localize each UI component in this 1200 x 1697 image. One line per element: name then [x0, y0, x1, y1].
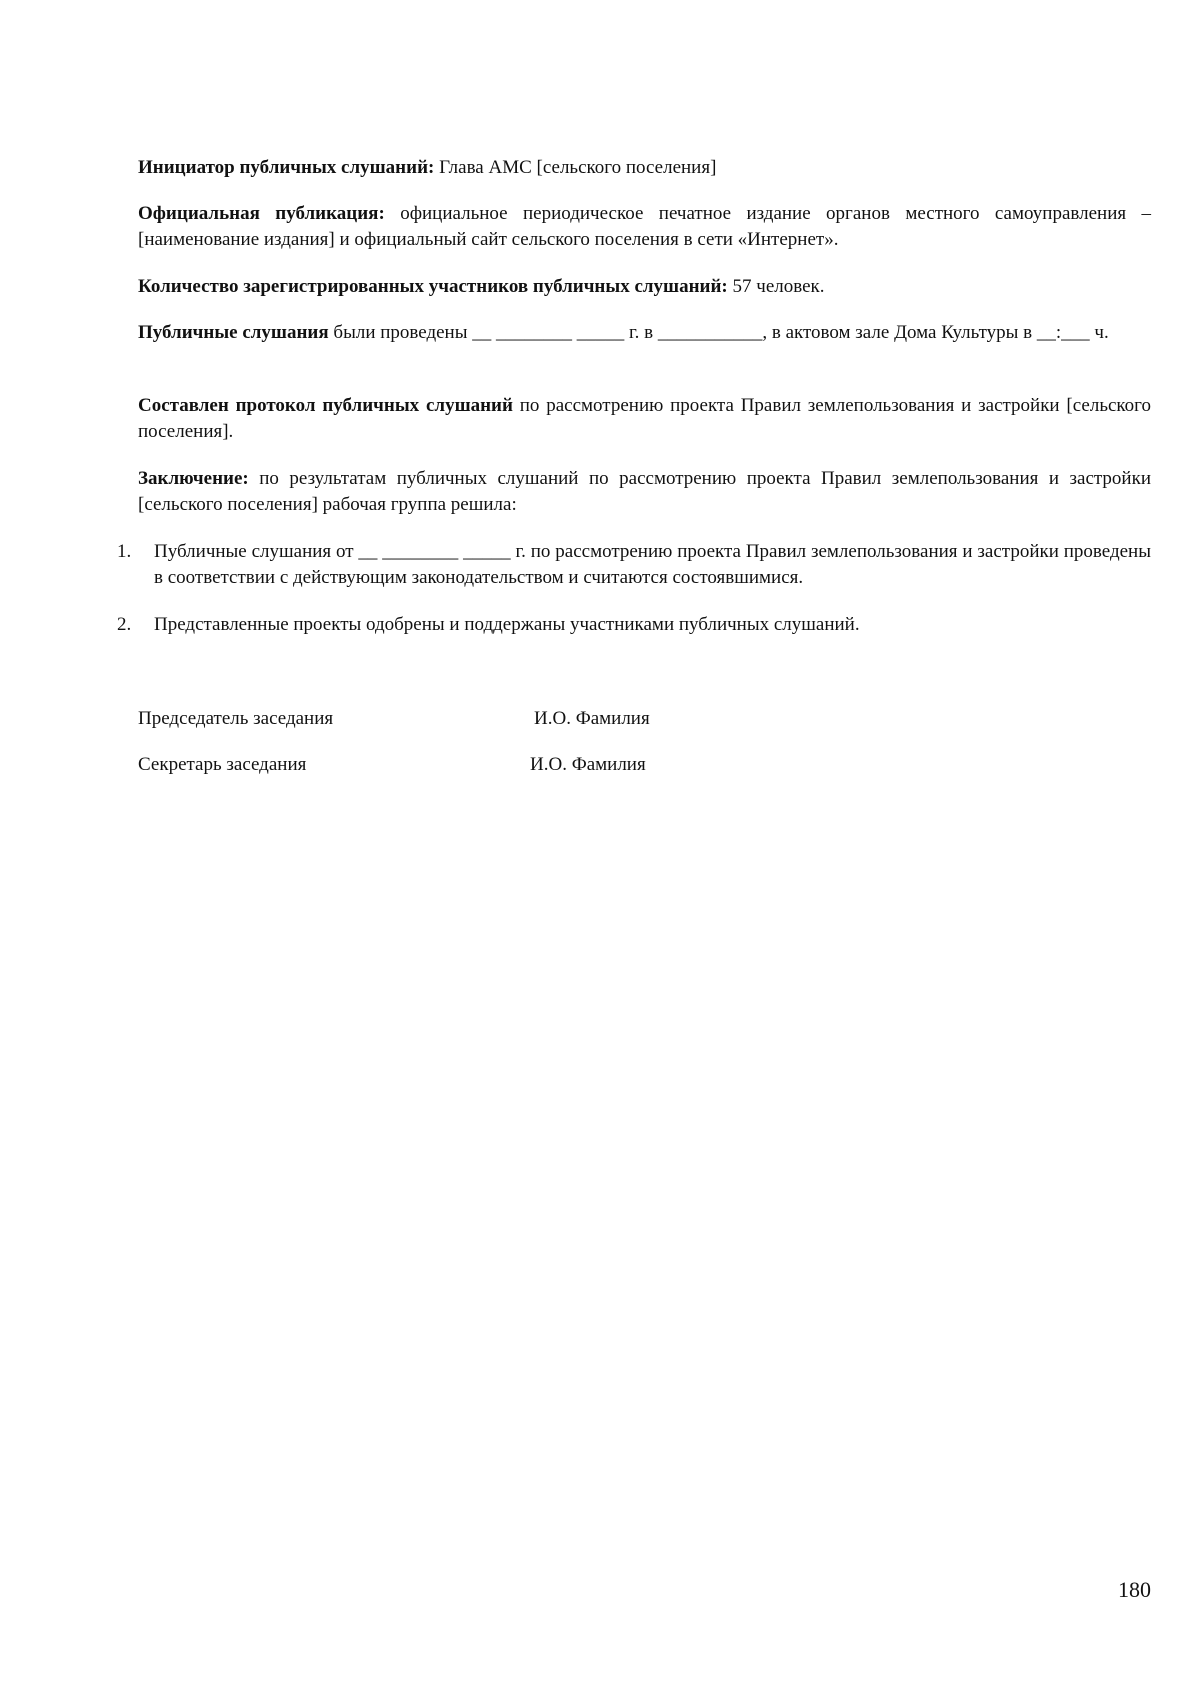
initiator-text: Глава АМС [сельского поселения]: [434, 157, 717, 178]
participants-paragraph: [138, 274, 1151, 300]
protocol-paragraph: [138, 393, 1151, 445]
held-text: были проведены __ ________ _____ г. в ___________, в актовом зале Дома Культуры в __:___ ч.: [328, 322, 1109, 343]
initiator-paragraph: [138, 155, 1151, 181]
protocol-label: Составлен протокол публичных слушаний: [138, 395, 513, 416]
participants-text: 57 человек.: [727, 276, 825, 297]
conclusion-label: Заключение:: [138, 468, 249, 489]
decision-number: 2.: [117, 614, 132, 635]
publication-label: Официальная публикация:: [138, 203, 385, 224]
signature-role: Председатель заседания: [138, 708, 334, 729]
publication-text: официальное периодическое печатное издание органов местного самоуправления – [наименование издания] и официальный сайт сельского поселения в сети «Интернет».: [138, 203, 1152, 250]
protocol-text: по рассмотрению проекта Правил землепользования и застройки [сельского поселения].: [138, 395, 1151, 442]
held-paragraph: [138, 320, 1151, 346]
participants-label: Количество зарегистрированных участников публичных слушаний:: [138, 276, 728, 297]
initiator-label: Инициатор публичных слушаний:: [138, 157, 435, 178]
conclusion-paragraph: [138, 466, 1151, 518]
signature-name: И.О. Фамилия: [534, 708, 650, 729]
decision-number: 1.: [117, 541, 132, 562]
signature-role: Секретарь заседания: [138, 754, 307, 775]
signature-name: И.О. Фамилия: [530, 754, 646, 775]
page-number: 180: [1118, 1577, 1151, 1602]
publication-paragraph: [138, 201, 1151, 253]
held-label: Публичные слушания: [138, 322, 329, 343]
decision-text: Представленные проекты одобрены и поддержаны участниками публичных слушаний.: [154, 614, 860, 635]
decision-text: Публичные слушания от __ ________ _____ г. по рассмотрению проекта Правил землепользования и застройки проведены в соответствии с действующим законодательством и считаются состоявшимися.: [154, 541, 1151, 588]
conclusion-text: по результатам публичных слушаний по рассмотрению проекта Правил землепользования и застройки [сельского поселения] рабочая группа решила:: [138, 468, 1151, 515]
